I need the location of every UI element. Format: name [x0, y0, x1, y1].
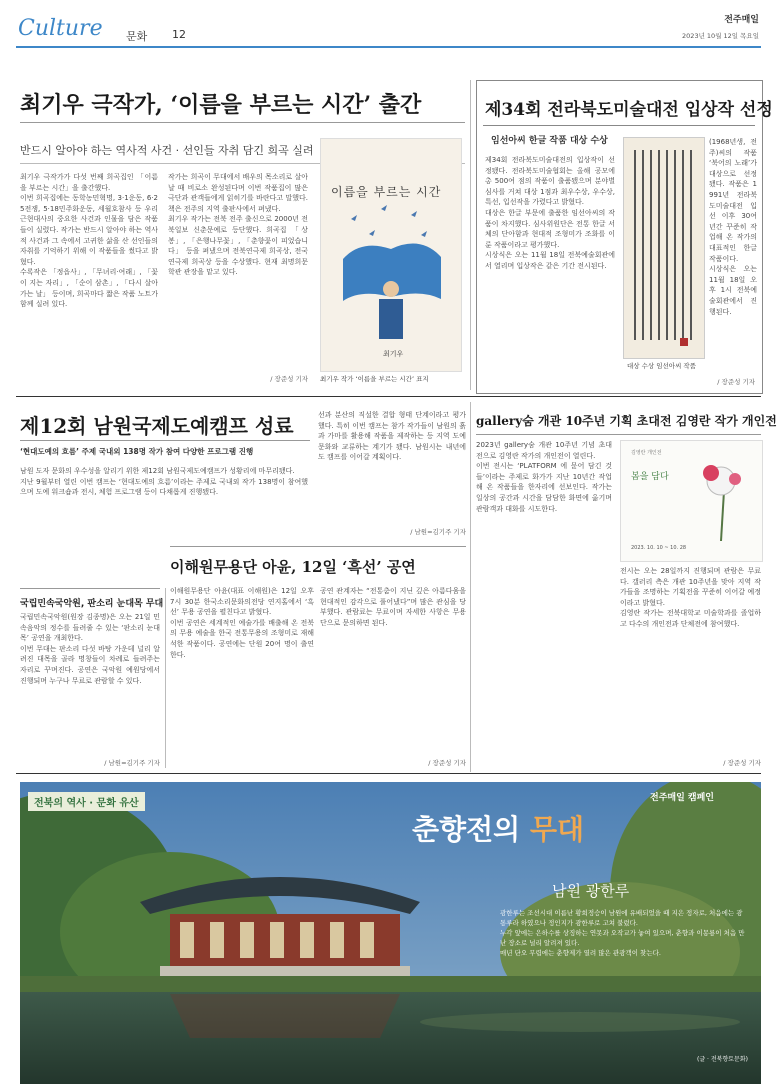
- section-name-ko: 문화: [126, 30, 148, 43]
- column-rule: [470, 80, 471, 390]
- article-box: [476, 80, 773, 394]
- poster-dates: 2023. 10. 10 ~ 10. 28: [631, 545, 687, 551]
- article-body: 남원 도자 문화의 우수성을 알리기 위한 제12회 남원국제도예캠프가 성황리에 마무리됐다. 지난 9월부터 열린 이번 캠프는 ‘현대도예의 흐름’이라는 주제로 국내외 작가 138명이 참여했으며 도예 워크숍과 전시, 체험 프로그램 등이 다채롭게 진행됐다.: [20, 467, 308, 497]
- article-body: 전시는 오는 28일까지 진행되며 관람은 무료다. 갤러리 측은 개관 10주년을 맞아 지역 작가들을 조명하는 기획전을 꾸준히 이어갈 예정이라고 밝혔다. 김영란 작가는 전북대학교 미술학과를 졸업하고 다수의 개인전과 단체전에 참여했다.: [620, 567, 761, 628]
- calligraphy-artwork: [624, 138, 704, 358]
- article-headline: 제12회 남원국제도예캠프 성료: [20, 414, 294, 438]
- poster-flower-illustration: [691, 451, 757, 547]
- section-rule: [16, 396, 761, 397]
- feature-title: [412, 808, 584, 848]
- poster-title: 봄을 담다: [631, 472, 669, 482]
- divider: [170, 546, 466, 547]
- image-caption: 대상 수상 임선아씨 작품: [627, 362, 696, 370]
- byline: / 남원=김기주 기자: [410, 528, 466, 536]
- exhibition-poster-image: [620, 440, 763, 562]
- article-body: 작가는 희곡이 무대에서 배우의 목소리로 살아날 때 비로소 완성된다며 이번 작품집이 많은 극단과 관객들에게 읽히기를 바란다고 말했다. 책은 전주의 지역 출판사에서 펴냈다. 최기우 작가는 전북 전주 출신으로 2000년 전북일보 신춘문예로 등단했다. 희곡집 「상봉」, 「은행나무꽃」, 「춘향꽃이 피었습니다」 등을 펴냈으며 전북연극제 희곡상, 전국연극제 희곡상 등을 수상했다. 현재 최명희문학관 관장을 맡고 있다.: [168, 173, 308, 277]
- article-headline: 이해원무용단 아윤, 12일 ‘흑선’ 공연: [170, 558, 416, 576]
- byline: / 장준성 기자: [723, 759, 761, 767]
- article-body: 선과 분산의 직설한 결합 형태 단계이라고 평가했다. 특히 이번 캠프는 참가 작가들이 남원의 흙과 가마를 활용해 작품을 제작하는 등 지역 도예 문화와 교류하는 계기가 됐다. 남원시는 내년에도 캠프를 이어갈 계획이다.: [318, 411, 466, 462]
- article-headline: gallery숨 개관 10주년 기획 초대전 김영란 작가 개인전: [476, 414, 777, 428]
- section-name-en: Culture: [18, 16, 103, 41]
- article-body: 이해원무용단 아윤(대표 이해원)은 12일 오후 7시 30분 한국소리문화의전당 연지홀에서 ‘흑선’ 무용 공연을 펼친다고 밝혔다. 이번 공연은 세계적인 예술가를 배출해 온 전북의 무용 예술을 한국 전통무용의 조형미로 재해석한 작품이다. 공연에는 단원 20여 명이 출연한다.: [170, 587, 314, 659]
- poster-label: 김영란 개인전: [631, 450, 662, 456]
- feature-title-part-b: 무대: [529, 813, 585, 846]
- article-body: 2023년 gallery숨 개관 10주년 기념 초대전으로 김영란 작가의 개인전이 열린다. 이번 전시는 ‘PLATFORM 에 묻어 담긴 것들’이라는 주제로 화가가 지난 10년간 작업해 온 작품들을 한자리에 선보인다. 작가는 일상의 공간과 시간을 담담한 화면에 옮기며 관람객과 대화를 시도한다.: [476, 441, 612, 513]
- divider: [483, 125, 755, 126]
- column-rule: [165, 588, 166, 768]
- issue-date: 2023년 10월 12일 목요일: [682, 32, 759, 40]
- campaign-label: 전주매일 캠페인: [650, 793, 714, 803]
- book-cover-illustration: [321, 139, 461, 371]
- article-subhead: 반드시 알아야 하는 역사적 사건 · 선인들 자취 담긴 희곡 실려: [20, 144, 314, 157]
- book-cover-author: 최기우: [383, 350, 404, 358]
- byline: / 남원=김기주 기자: [104, 759, 160, 767]
- article-body: 국립민속국악원(원장 김종명)은 오는 21일 민속음악의 정수를 들려줄 수 있는 ‘판소리 눈대목’ 공연을 개최한다. 이번 무대는 판소리 다섯 바탕 가운데 널리 알려진 대목을 골라 명창들이 차례로 들려주는 자리로 꾸며진다. 공연은 국악원 예원당에서 진행되며 누구나 무료로 관람할 수 있다.: [20, 613, 160, 685]
- feature-body: 광한루는 조선시대 이름난 황희정승이 남원에 유배되었을 때 지은 정자로, 처음에는 광통루라 하였으나 정인지가 광한루로 고쳐 불렀다. 누각 앞에는 은하수를 상징하는 연못과 오작교가 놓여 있으며, 춘향과 이몽룡이 처음 만난 장소로 널리 알려져 있다. 매년 단오 무렵에는 춘향제가 열려 많은 관광객이 찾는다.: [500, 909, 745, 957]
- book-cover-image: [320, 138, 462, 372]
- section-rule: [16, 773, 761, 774]
- book-cover-title: 이름을 부르는 시간: [331, 185, 442, 199]
- byline: / 장준성 기자: [270, 375, 308, 383]
- award-artwork-image: [623, 137, 705, 359]
- divider: [20, 122, 465, 123]
- image-caption: 최기우 작가 ‘이름을 부르는 시간’ 표지: [320, 375, 429, 383]
- byline: / 장준성 기자: [717, 378, 755, 386]
- header-rule: [16, 46, 761, 48]
- page-number: 12: [172, 28, 186, 41]
- byline: / 장준성 기자: [428, 759, 466, 767]
- article-subhead: 임선아씨 한글 작품 대상 수상: [491, 136, 608, 146]
- divider: [20, 588, 160, 589]
- divider: [476, 434, 761, 435]
- article-body: 최기우 극작가가 다섯 번째 희곡집인 「이름을 부르는 시간」을 출간했다. 이번 희곡집에는 동학농민혁명, 3·1운동, 6·25전쟁, 5·18민주화운동, 세월호참사 등 우리 근현대사의 중요한 사건과 인물을 담은 작품들이 실렸다. 작가는 반드시 알아야 하는 역사적 사건과 그 속에서 고귀한 삶을 산 선인들의 자취를 기억하기 위해 이 작품들을 썼다고 밝혔다. 수록작은 「정읍사」, 「무녀리·여래」, 「꽃이 지는 자리」, 「순이 삼촌」, 「다시 살아가는 날」 등이며, 희곡마다 짧은 작품 노트가 함께 실려 있다.: [20, 173, 158, 309]
- feature-credit: (글 · 전북향토문화): [697, 1056, 748, 1063]
- feature-subtitle: 남원 광한루: [552, 882, 630, 900]
- article-headline: 국립민속국악원, 판소리 눈대목 무대: [20, 599, 164, 609]
- article-subhead: ‘현대도예의 흐름’ 주제 국내외 138명 작가 참여 다양한 프로그램 진행: [20, 447, 254, 456]
- article-headline: 제34회 전라북도미술대전 입상작 선정: [485, 100, 773, 120]
- article-headline: 최기우 극작가, ‘이름을 부르는 시간’ 출간: [20, 92, 422, 118]
- newspaper-name: 전주매일: [724, 15, 759, 25]
- divider: [20, 440, 310, 441]
- article-body: 제34회 전라북도미술대전의 입상작이 선정됐다. 전라북도미술협회는 올해 공모에 총 500여 점의 작품이 출품됐으며 분야별 심사를 거쳐 대상 1점과 최우수상, 우수상, 특선, 입선작을 가렸다고 밝혔다. 대상은 한글 부문에 출품한 임선아씨의 작품이 차지했다. 심사위원단은 전통 한글 서체의 단아함과 현대적 조형미가 조화를 이룬 작품이라고 평가했다. 시상식은 오는 11월 18일 전북예술회관에서 열리며 입상작은 같은 기간 전시된다.: [485, 156, 615, 270]
- column-rule: [470, 402, 471, 772]
- feature-tag: 전북의 역사 · 문화 유산: [28, 792, 145, 811]
- article-body: 공연 관계자는 “전통춤이 지닌 깊은 아름다움을 현대적인 감각으로 풀어냈다”며 많은 관심을 당부했다. 관람료는 무료이며 자세한 사항은 무용단으로 문의하면 된다.: [320, 587, 466, 627]
- article-body: (1968년생, 전주)씨의 작품 ‘북어의 노래’가 대상으로 선정됐다. 작품은 1991년 전라북도미술대전 입선 이후 30여 년간 꾸준히 작업해 온 작가의 대표적인 한글 작품이다. 시상식은 오는 11월 18일 오후 1시 전북예술회관에서 진행된다.: [709, 138, 757, 316]
- feature-text-panel: [404, 808, 754, 1076]
- feature-title-part-a: 춘향전의: [412, 813, 521, 846]
